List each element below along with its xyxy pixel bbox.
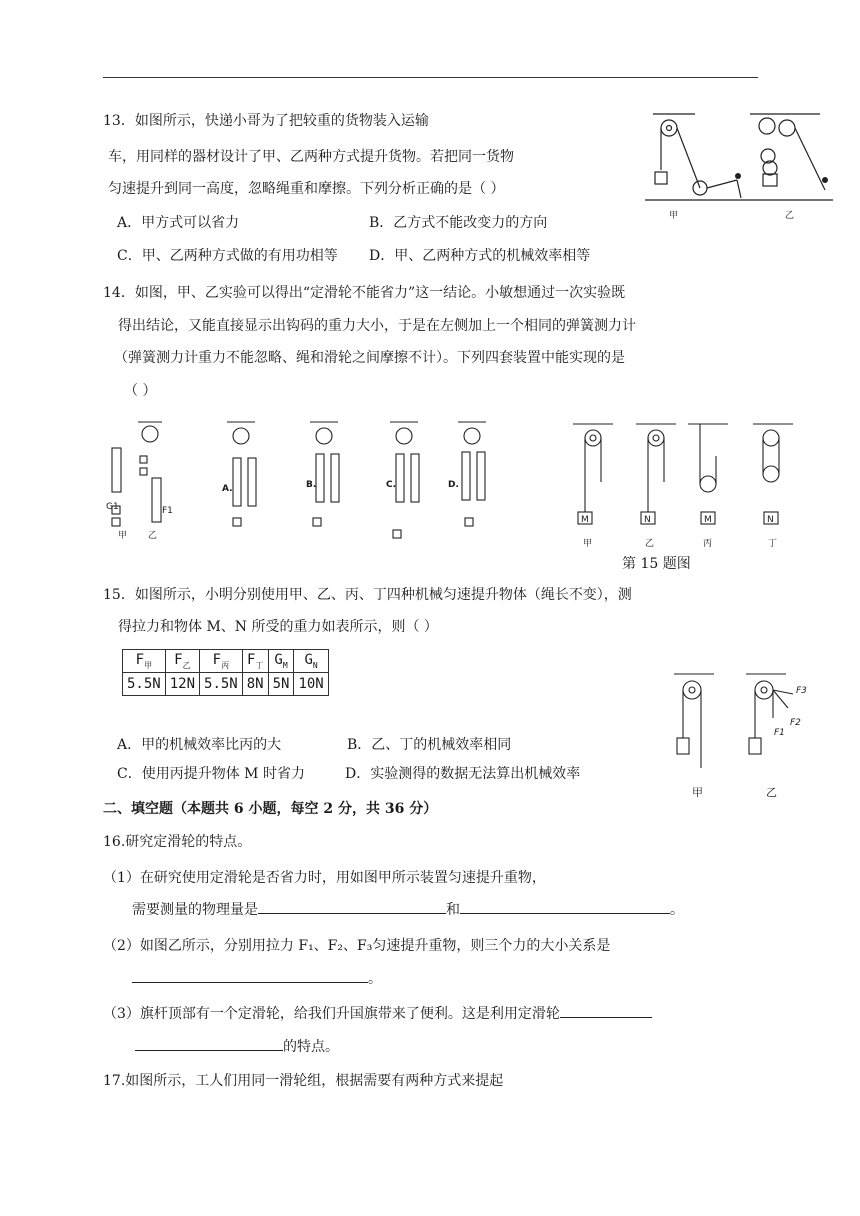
q14-fig-label-g1: G1: [106, 502, 119, 512]
q14-line4: （ ）: [124, 383, 157, 399]
q15-table-header: $F_丙$: [200, 650, 243, 673]
q13-fig-label-jia: 甲: [669, 211, 679, 221]
q15-table-cell: 5.5N: [123, 673, 166, 696]
q15-force-table: [122, 649, 329, 696]
q14-line1: 14．如图，甲、乙实验可以得出“定滑轮不能省力”这一结论。小敏想通过一次实验既: [103, 285, 626, 301]
q13-option-d: D．甲、乙两种方式的机械效率相等: [369, 248, 591, 264]
q15-table-header: $F_丁$: [242, 650, 268, 673]
q13-pulley-figure: [645, 108, 835, 226]
section-fill-in-title: 二、填空题（本题共 6 小题，每空 2 分，共 36 分）: [103, 801, 438, 817]
q15-fig-box-n2: N: [767, 515, 774, 525]
q14-fig-label-a: A.: [222, 484, 233, 494]
q15-table-cell: 12N: [165, 673, 199, 696]
q16-part1-line2: 需要测量的物理量是 和 。: [132, 899, 684, 919]
q15-table-cell: 5.5N: [200, 673, 243, 696]
q15-figure-caption: 第 15 题图: [622, 556, 691, 572]
q14-fig-label-jia: 甲: [118, 531, 128, 541]
q16-fig-label-f1: F1: [774, 728, 785, 738]
q15-table-value-row: [123, 673, 329, 696]
q13-line3: 匀速提升到同一高度，忽略绳重和摩擦。下列分析正确的是（ ）: [108, 181, 505, 197]
q16-part2-line1: （2）如图乙所示，分别用拉力 F₁、F₂、F₃匀速提升重物，则三个力的大小关系是: [103, 938, 611, 954]
q15-fig-label-jia: 甲: [583, 539, 593, 549]
q16-fig-label-f2: F2: [790, 718, 801, 728]
q16-title: 16.研究定滑轮的特点。: [103, 834, 252, 850]
q14-line2: 得出结论，又能直接显示出钩码的重力大小，于是在左侧加上一个相同的弹簧测力计: [118, 318, 636, 334]
q15-option-a: A．甲的机械效率比丙的大: [117, 737, 282, 753]
q15-fig-box-m1: M: [581, 515, 589, 525]
q15-fig-box-n1: N: [644, 515, 651, 525]
q16-fig-label-f3: F3: [796, 686, 807, 696]
q15-table-header: $G_M$: [268, 650, 294, 673]
q16-part2-answer-blank[interactable]: [132, 968, 368, 983]
q15-fig-box-m2: M: [704, 515, 712, 525]
q14-fig-label-d: D.: [448, 480, 459, 490]
q15-line1: 15．如图所示，小明分别使用甲、乙、丙、丁四种机械匀速提升物体（绳长不变），测: [103, 587, 632, 603]
q15-option-b: B．乙、丁的机械效率相同: [347, 737, 512, 753]
q13-option-a: A．甲方式可以省力: [117, 215, 240, 231]
q15-table-header-row: [123, 650, 329, 673]
q16-part2-line2: 。: [132, 968, 382, 988]
q16-fig-label-yi: 乙: [766, 786, 777, 799]
q15-table-header: $F_甲$: [123, 650, 166, 673]
q15-fig-label-yi: 乙: [645, 539, 655, 549]
q14-fig-label-b: B.: [306, 480, 317, 490]
q16-part3-line1: （3）旗杆顶部有一个定滑轮，给我们升国旗带来了便利。这是利用定滑轮: [103, 1003, 652, 1023]
q16-part1-answer-blank-2[interactable]: [460, 899, 670, 914]
q16-part1-answer-blank-1[interactable]: [258, 899, 446, 914]
q13-line2: 车，用同样的器材设计了甲、乙两种方式提升货物。若把同一货物: [108, 149, 514, 165]
q14-spring-scale-figure: [100, 418, 500, 543]
q13-option-b: B．乙方式不能改变力的方向: [369, 215, 548, 231]
header-rule: [103, 77, 758, 78]
q15-fig-label-bing: 丙: [703, 539, 713, 549]
q15-table-header: $G_N$: [294, 650, 328, 673]
q15-table-header: $F_乙$: [165, 650, 199, 673]
q15-option-d: D．实验测得的数据无法算出机械效率: [345, 766, 581, 782]
q14-fig-label-f1: F1: [162, 506, 173, 516]
q16-part3-answer-blank-b[interactable]: [135, 1036, 283, 1051]
q15-table-cell: 8N: [242, 673, 268, 696]
q14-fig-label-c: C.: [386, 480, 397, 490]
q14-line3: （弹簧测力计重力不能忽略、绳和滑轮之间摩擦不计）。下列四套装置中能实现的是: [114, 350, 625, 366]
q16-fig-label-jia: 甲: [692, 786, 703, 799]
q15-table-cell: 10N: [294, 673, 328, 696]
q16-part3-answer-blank-a[interactable]: [560, 1003, 652, 1018]
q17-line1: 17.如图所示，工人们用同一滑轮组，根据需要有两种方式来提起: [103, 1073, 504, 1089]
q13-line1: 13．如图所示，快递小哥为了把较重的货物装入运输: [103, 113, 429, 129]
q13-option-c: C．甲、乙两种方式做的有用功相等: [117, 248, 338, 264]
q15-table-cell: 5N: [268, 673, 294, 696]
q15-fig-label-ding: 丁: [768, 539, 778, 549]
q14-fig-label-yi: 乙: [148, 531, 158, 541]
q16-pulley-figure: [668, 668, 818, 800]
q15-pulley-figure: [565, 420, 805, 550]
q13-fig-label-yi: 乙: [785, 211, 795, 221]
q15-line2: 得拉力和物体 M、N 所受的重力如表所示，则（ ）: [118, 619, 438, 635]
q15-option-c: C．使用丙提升物体 M 时省力: [117, 766, 305, 782]
q16-part1-line1: （1）在研究使用定滑轮是否省力时，用如图甲所示装置匀速提升重物，: [103, 870, 546, 886]
q16-part3-line2: 的特点。: [135, 1036, 339, 1056]
